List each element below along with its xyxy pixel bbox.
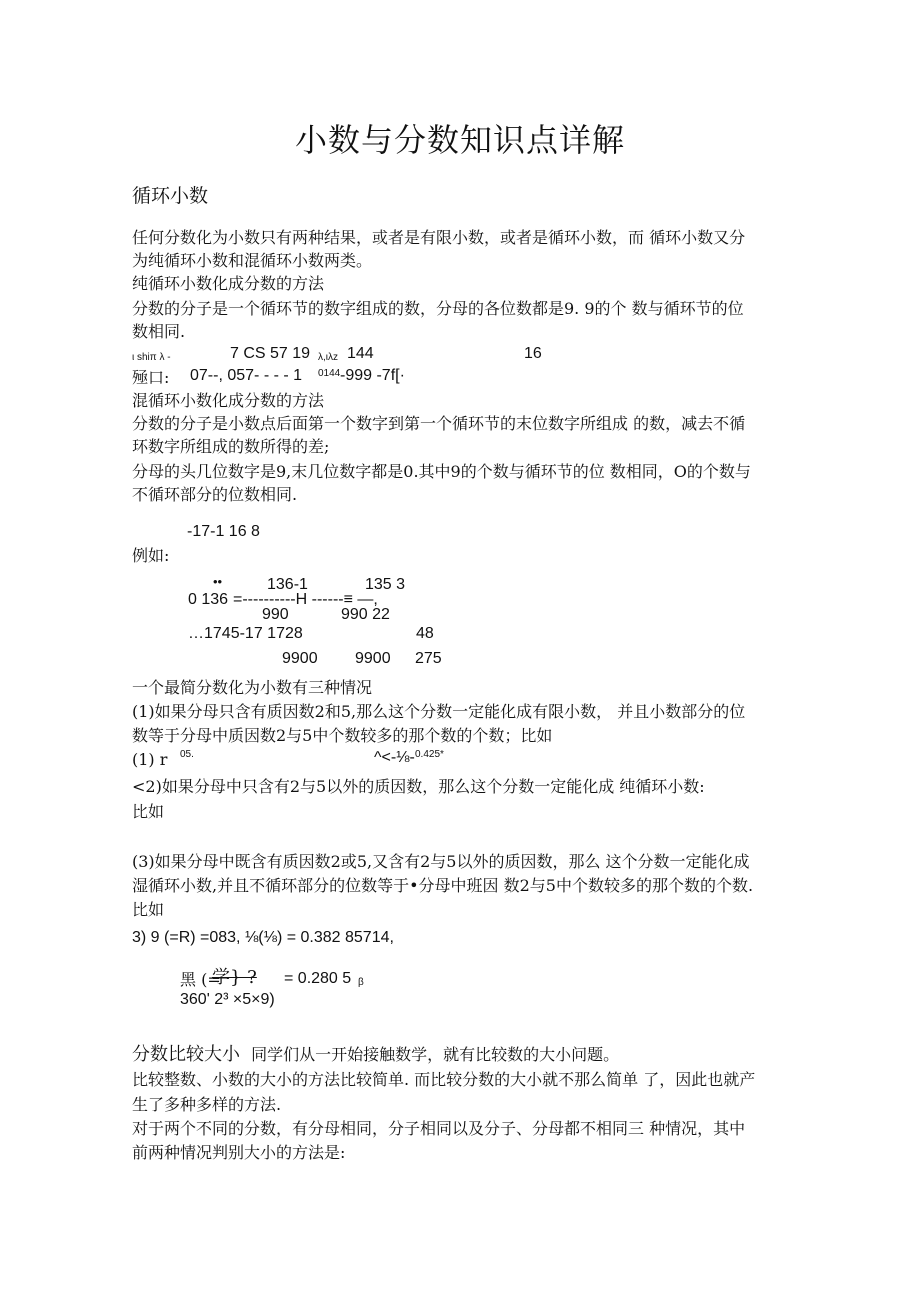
paragraph-intro-line1: 任何分数化为小数只有两种结果，或者是有限小数，或者是循环小数，而 循环小数又分 [132, 228, 746, 247]
example-numbers: -17-1 16 8 [187, 523, 260, 540]
section2-heading-line [132, 1040, 619, 1066]
section2-p1-line2: 生了多种多样的方法. [132, 1095, 282, 1114]
section2-heading-tail: 同学们从一开始接触数学，就有比较数的大小问题。 [251, 1045, 620, 1064]
garble-text: 0144 [318, 368, 341, 379]
case3-example2-text: 黑 (= [180, 970, 221, 989]
case2-line1: <2)如果分母中只含有2与5以外的质因数，那么这个分数一定能化成 纯循环小数: [132, 777, 705, 796]
example-row2-result: 48 [416, 625, 434, 642]
case3-example3: 360' 2³ ×5×9) [180, 991, 275, 1008]
pure-line1: 分数的分子是一个循环节的数字组成的数，分母的各位数都是9. 9的个 数与循环节的位 [132, 299, 744, 318]
section2-p1-line1: 比较整数、小数的大小的方法比较简单. 而比较分数的大小就不那么简单 了，因此也就产 [132, 1070, 756, 1089]
denominator: 990 22 [341, 606, 390, 623]
garble-text: λ,ιλz [318, 352, 338, 363]
section2-p2-line2: 前两种情况判别大小的方法是: [132, 1143, 346, 1162]
decimal-value: 0 136 [188, 591, 229, 608]
mixed-line2: 环数字所组成的数所得的差; [132, 437, 330, 456]
garble-text: 殛口: [132, 368, 170, 387]
case2-line2: 比如 [132, 802, 165, 821]
case3-line1: (3)如果分母中既含有质因数2或5,又含有2与5以外的质因数，那么 这个分数一定能化成 [132, 852, 750, 871]
denominator: 275 [415, 650, 442, 667]
section2-p2-line1: 对于两个不同的分数，有分母相同，分子相同以及分子、分母都不相同三 种情况，其中 [132, 1119, 746, 1138]
mixed-line4: 不循环部分的位数相同. [132, 485, 298, 504]
case1-example-sup: 0.425* [415, 749, 444, 760]
paragraph-intro-line2: 为纯循环小数和混循环小数两类。 [132, 251, 373, 270]
section-heading-compare: 分数比较大小 [132, 1044, 240, 1065]
example-row2: …1745-17 1728 [188, 625, 303, 642]
case1-example-sup: 05. [180, 749, 194, 760]
garble-text: -999 -7f[· [340, 367, 405, 384]
pure-line2: 数相同. [132, 322, 186, 341]
mixed-heading: 混循环小数化成分数的方法 [132, 391, 325, 410]
equation-bar: =----------H ------≡ —, [233, 591, 378, 608]
case1-line2: 数等于分母中质因数2与5中个数较多的那个数的个数；比如 [132, 726, 553, 745]
page-title: 小数与分数知识点详解 [294, 121, 625, 159]
case1-line1: (1)如果分母只含有质因数2和5,那么这个分数一定能化成有限小数， 并且小数部分的位 [132, 702, 746, 721]
case1-example-text: (1) r [132, 750, 168, 769]
numerator: 136-1 [267, 576, 308, 593]
garble-text: 7 CS 57 19 [230, 345, 311, 362]
garble-text: 07--, 057- - - - 1 [190, 367, 303, 384]
denominator: 990 [262, 606, 289, 623]
case1-example-text: ^<-⅛- [374, 749, 415, 766]
garble-text: 144 [347, 345, 374, 362]
numerator: 135 3 [365, 576, 406, 593]
pure-heading: 纯循环小数化成分数的方法 [132, 274, 325, 293]
garble-text: ι shiπ λ - [132, 352, 171, 363]
case3-example2-struck: 学} ? [212, 967, 257, 988]
case3-line2: 湿循环小数,并且不循环部分的位数等于•分母中班因 数2与5中个数较多的那个数的个数. [132, 876, 754, 895]
denominator: 9900 [355, 650, 391, 667]
garble-text: 16 [524, 345, 542, 362]
case3-example2-result: = 0.280 5 [284, 970, 352, 987]
denominator: 9900 [282, 650, 318, 667]
mixed-line3: 分母的头几位数字是9,末几位数字都是0.其中9的个数与循环节的位 数相同，O的个数与 [132, 462, 751, 481]
example-label: 例如: [132, 546, 170, 565]
repeating-dots: •• [213, 574, 223, 589]
cases-heading: 一个最简分数化为小数有三种情况 [132, 678, 373, 697]
case3-example: 3) 9 (=R) =083, ⅛(⅛) = 0.382 85714, [132, 929, 394, 946]
case3-line3: 比如 [132, 900, 165, 919]
mixed-line1: 分数的分子是小数点后面第一个数字到第一个循环节的末位数字所组成 的数，减去不循 [132, 414, 746, 433]
case3-example2-sub: β [358, 977, 364, 988]
section-heading-recurring: 循环小数 [132, 185, 209, 207]
